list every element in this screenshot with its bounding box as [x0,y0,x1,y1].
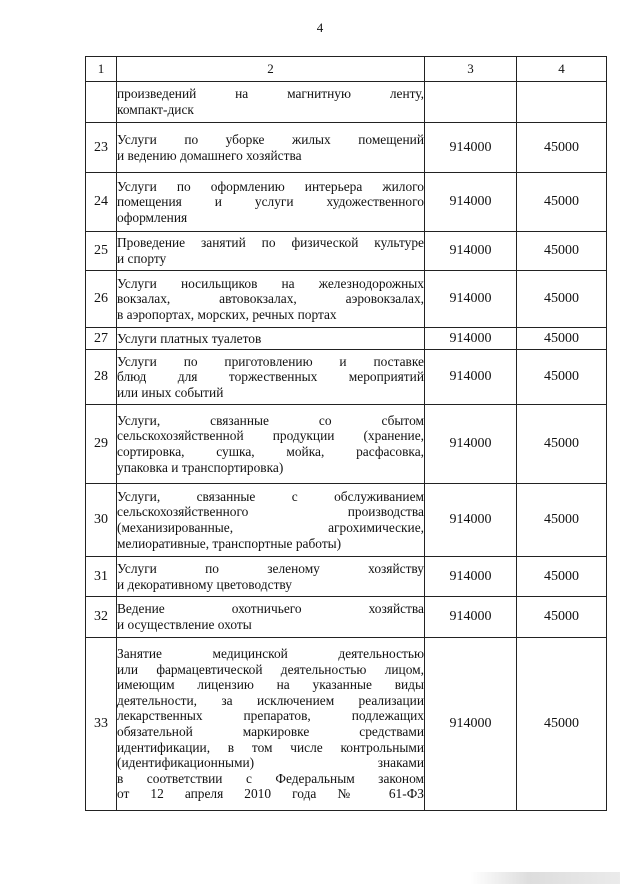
value-col3: 914000 [425,123,517,173]
row-number: 33 [86,638,117,811]
column-header: 3 [425,57,517,82]
table-row [86,638,607,811]
value-col3: 914000 [425,173,517,232]
service-description [117,597,425,638]
row-number: 27 [86,328,117,350]
description-line: Ведение охотничьего хозяйства [117,601,424,617]
table-row [86,597,607,638]
value-col4: 45000 [517,173,607,232]
value-col3: 914000 [425,557,517,597]
page-number: 4 [316,20,324,35]
table-row [86,350,607,405]
service-description [117,271,425,328]
description-line: помещения и услуги художественного [117,194,424,210]
service-description [117,350,425,405]
description-line: Услуги по уборке жилых помещений [117,131,424,147]
description-line: Проведение занятий по физической культуре [117,235,424,251]
description-line: в аэропортах, морских, речных портах [117,306,337,322]
row-number: 25 [86,232,117,271]
value-col4: 45000 [517,597,607,638]
value-col4: 45000 [517,328,607,350]
description-line: и декоративному цветоводству [117,576,292,592]
row-number: 24 [86,173,117,232]
description-line: Услуги носильщиков на железнодорожных [117,275,424,291]
service-description [117,232,425,271]
row-number: 32 [86,597,117,638]
row-number [86,82,117,123]
description-line: идентификации, в том числе контрольными [117,739,424,755]
description-line: сортировка, сушка, мойка, расфасовка, [117,444,424,459]
description-line: Услуги по зеленому хозяйству [117,560,424,576]
scan-artifact [470,872,620,884]
value-col4: 45000 [517,271,607,328]
table-row [86,82,607,123]
description-line: Услуги, связанные с обслуживанием [117,488,424,504]
row-number: 31 [86,557,117,597]
value-col3: 914000 [425,484,517,557]
value-col3: 914000 [425,350,517,405]
description-line: от 12 апреля 2010 года № 61-ФЗ [117,786,424,802]
value-col4: 45000 [517,123,607,173]
description-line: Услуги по приготовлению и поставке [117,353,424,369]
service-description [117,405,425,484]
row-number: 23 [86,123,117,173]
column-header: 1 [86,57,117,82]
description-line: и спорту [117,251,167,266]
value-col4: 45000 [517,350,607,405]
description-line: и ведению домашнего хозяйства [117,147,302,163]
value-col4: 45000 [517,405,607,484]
description-line: Услуги платных туалетов [117,330,262,346]
service-description [117,638,425,811]
description-line: сельскохозяйственного производства [117,504,424,520]
description-line: и осуществление охоты [117,617,252,632]
description-line: сельскохозяйственной продукции (хранение, [117,428,424,444]
value-col3: 914000 [425,405,517,484]
value-col4: 45000 [517,638,607,811]
row-number: 28 [86,350,117,405]
description-line: компакт-диск [117,102,194,117]
description-line: или фармацевтической деятельностью лицом, [117,661,424,677]
description-line: произведений на магнитную ленту, [117,86,424,102]
row-number: 26 [86,271,117,328]
row-number: 29 [86,405,117,484]
service-description [117,123,425,173]
column-header: 2 [117,57,425,82]
service-description [117,484,425,557]
table-row [86,271,607,328]
rates-table [85,56,607,811]
value-col4: 45000 [517,484,607,557]
description-line: оформления [117,209,188,225]
description-line: (механизированные, агрохимические, [117,520,424,535]
description-line: Услуги по оформлению интерьера жилого [117,178,424,194]
description-line: упаковка и транспортировка) [117,459,284,475]
description-line: Занятие медицинской деятельностью [117,646,424,662]
value-col3: 914000 [425,271,517,328]
value-col4: 45000 [517,232,607,271]
service-description [117,173,425,232]
value-col4: 45000 [517,557,607,597]
description-line: (идентификационными) знаками [117,755,424,771]
description-line: Услуги, связанные со сбытом [117,412,424,428]
table-row [86,232,607,271]
description-line: обязательной маркировке средствами [117,724,424,739]
table-row [86,123,607,173]
table-row [86,328,607,350]
table-row [86,173,607,232]
value-col3: 914000 [425,232,517,271]
description-line: лекарственных препаратов, подлежащих [117,708,424,724]
value-col3: 914000 [425,638,517,811]
description-line: или иных событий [117,384,224,400]
value-col4 [517,82,607,123]
description-line: в соответствии с Федеральным законом [117,770,424,786]
service-description [117,82,425,123]
table-header-row [86,57,607,82]
table-row [86,405,607,484]
description-line: деятельности, за исключением реализации [117,692,424,708]
description-line: вокзалах, автовокзалах, аэровокзалах, [117,291,424,307]
table-row [86,484,607,557]
description-line: блюд для торжественных мероприятий [117,369,424,385]
description-line: мелиоративные, транспортные работы) [117,535,342,551]
service-description [117,328,425,350]
value-col3: 914000 [425,328,517,350]
row-number: 30 [86,484,117,557]
value-col3 [425,82,517,123]
description-line: имеющим лицензию на указанные виды [117,677,424,693]
table-row [86,557,607,597]
value-col3: 914000 [425,597,517,638]
column-header: 4 [517,57,607,82]
service-description [117,557,425,597]
